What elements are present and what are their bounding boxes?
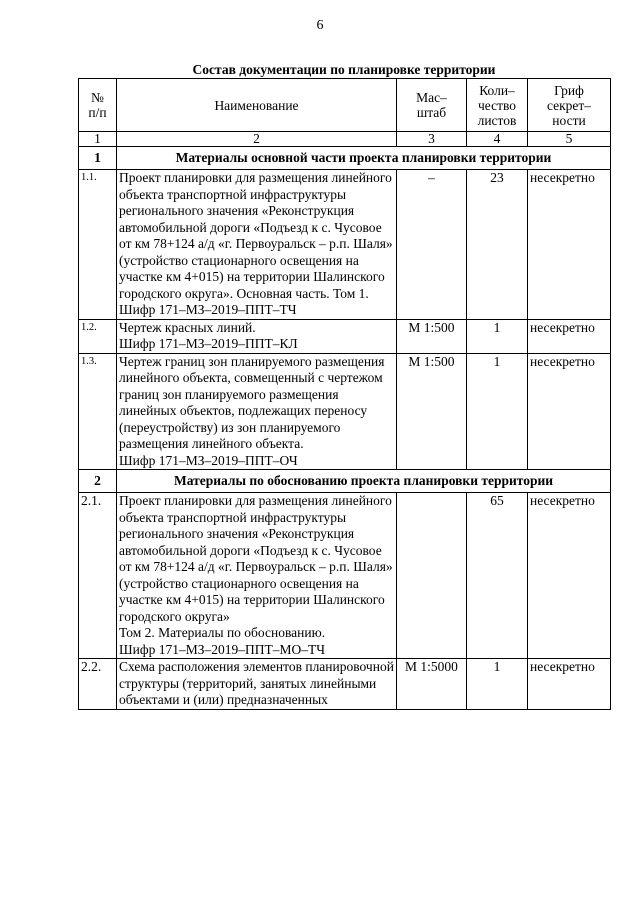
row-number: 1.2. xyxy=(79,319,117,353)
header-scale: Мас– штаб xyxy=(397,79,467,132)
table-row xyxy=(79,659,611,710)
row-number: 2.1. xyxy=(79,493,117,659)
row-name: Проект планировки для размещения линейного объекта транспортной инфраструктуры регионального значения «Реконструкция автомобильной дороги «Подъезд к с. Чусовое от км 78+124 а/д «г. Первоуральск – р.п. Шаля» (устройство стационарного освещения на участке км 4+015) на территории Шалинского городского округа» Том 2. Материалы по обоснованию. Шифр 171–МЗ–2019–ППТ–МО–ТЧ xyxy=(117,493,397,659)
row-scale: М 1:500 xyxy=(397,353,467,470)
row-sheets: 1 xyxy=(467,659,528,710)
row-sheets: 1 xyxy=(467,319,528,353)
row-secrecy: несекретно xyxy=(528,353,611,470)
table-header-row xyxy=(79,79,611,132)
row-number: 2.2. xyxy=(79,659,117,710)
page-number: 6 xyxy=(316,18,324,33)
row-scale: – xyxy=(397,170,467,320)
row-name: Проект планировки для размещения линейного объекта транспортной инфраструктуры регионального значения «Реконструкция автомобильной дороги «Подъезд к с. Чусовое от км 78+124 а/д «г. Первоуральск – р.п. Шаля» (устройство стационарного освещения на участке км 4+015) на территории Шалинского городского округа». Основная часть. Том 1. Шифр 171–МЗ–2019–ППТ–ТЧ xyxy=(117,170,397,320)
row-name: Чертеж красных линий. Шифр 171–МЗ–2019–ППТ–КЛ xyxy=(117,319,397,353)
section-row xyxy=(79,470,611,493)
row-number: 1.3. xyxy=(79,353,117,470)
row-secrecy: несекретно xyxy=(528,170,611,320)
column-number-row xyxy=(79,132,611,147)
header-name: Наименование xyxy=(117,79,397,132)
column-number: 2 xyxy=(117,132,397,147)
table-row xyxy=(79,353,611,470)
row-scale xyxy=(397,493,467,659)
row-secrecy: несекретно xyxy=(528,659,611,710)
section-row xyxy=(79,147,611,170)
row-secrecy: несекретно xyxy=(528,493,611,659)
column-number: 5 xyxy=(528,132,611,147)
section-title: Материалы по обоснованию проекта планировки территории xyxy=(117,470,611,493)
row-scale: М 1:500 xyxy=(397,319,467,353)
row-sheets: 1 xyxy=(467,353,528,470)
section-number: 1 xyxy=(79,147,117,170)
row-sheets: 23 xyxy=(467,170,528,320)
column-number: 3 xyxy=(397,132,467,147)
column-number: 4 xyxy=(467,132,528,147)
row-secrecy: несекретно xyxy=(528,319,611,353)
table-row xyxy=(79,319,611,353)
section-title: Материалы основной части проекта планировки территории xyxy=(117,147,611,170)
documentation-table xyxy=(78,78,611,710)
row-name: Чертеж границ зон планируемого размещения линейного объекта, совмещенный с чертежом границ зон планируемого размещения линейных объектов, подлежащих переносу (переустройству) из зон планируемого размещения линейного объекта. Шифр 171–МЗ–2019–ППТ–ОЧ xyxy=(117,353,397,470)
row-number: 1.1. xyxy=(79,170,117,320)
table-row xyxy=(79,493,611,659)
table-row xyxy=(79,170,611,320)
header-num: № п/п xyxy=(79,79,117,132)
row-sheets: 65 xyxy=(467,493,528,659)
header-secrecy: Гриф секрет– ности xyxy=(528,79,611,132)
document-title: Состав документации по планировке территории xyxy=(192,62,496,77)
row-name: Схема расположения элементов планировочной структуры (территорий, занятых линейными объектами и (или) предназначенных xyxy=(117,659,397,710)
row-scale: М 1:5000 xyxy=(397,659,467,710)
section-number: 2 xyxy=(79,470,117,493)
header-sheets: Коли– чество листов xyxy=(467,79,528,132)
column-number: 1 xyxy=(79,132,117,147)
